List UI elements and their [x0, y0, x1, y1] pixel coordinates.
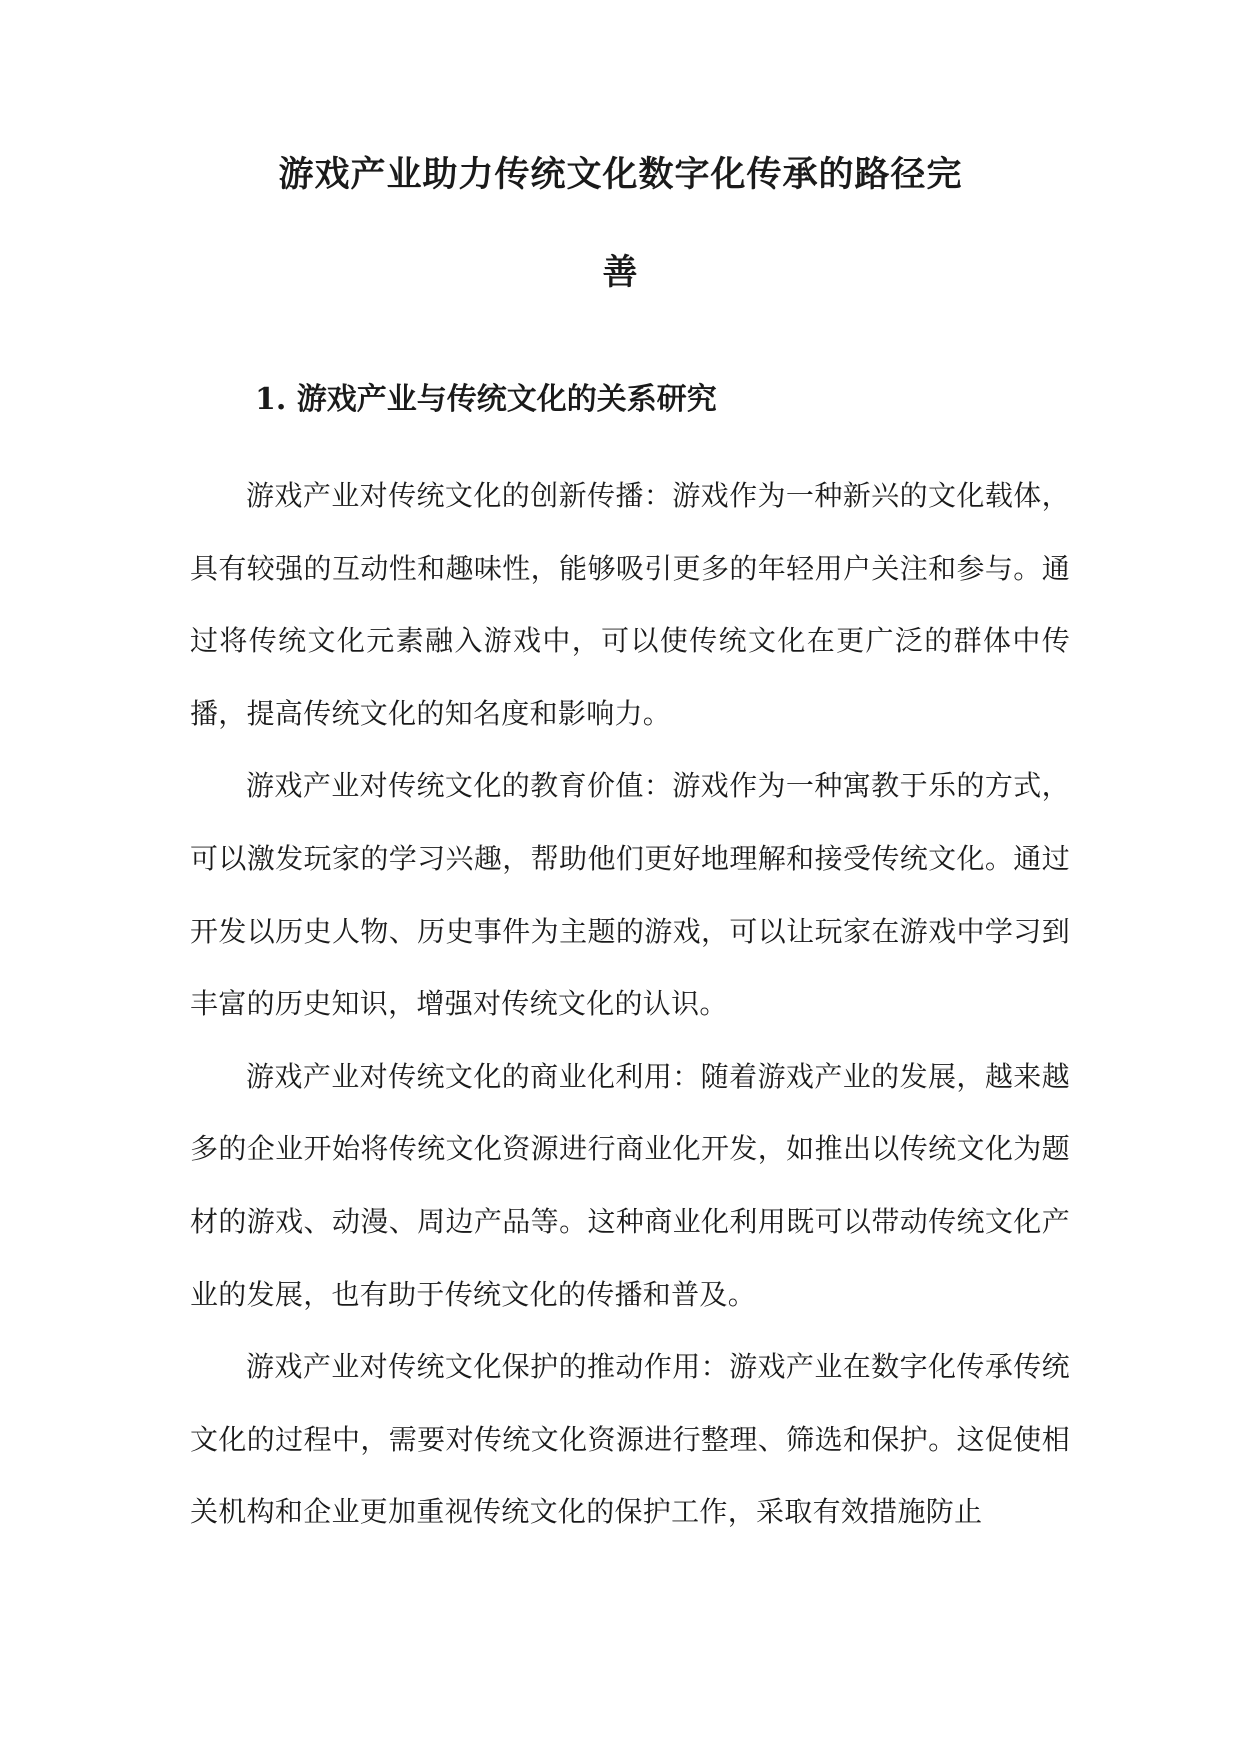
- body-text: [190, 460, 1070, 1549]
- paragraph-3: 游戏产业对传统文化的商业化利用：随着游戏产业的发展，越来越多的企业开始将传统文化资源进行商业化开发，如推出以传统文化为题材的游戏、动漫、周边产品等。这种商业化利用既可以带动传统文化产业的发展，也有助于传统文化的传播和普及。: [190, 1059, 1070, 1311]
- paragraph-1: 游戏产业对传统文化的创新传播：游戏作为一种新兴的文化载体，具有较强的互动性和趣味性，能够吸引更多的年轻用户关注和参与。通过将传统文化元素融入游戏中，可以使传统文化在更广泛的群体中传播，提高传统文化的知名度和影响力。: [190, 479, 1070, 730]
- paragraph-2: 游戏产业对传统文化的教育价值：游戏作为一种寓教于乐的方式，可以激发玩家的学习兴趣，帮助他们更好地理解和接受传统文化。通过开发以历史人物、历史事件为主题的游戏，可以让玩家在游戏中学习到丰富的历史知识，增强对传统文化的认识。: [190, 769, 1070, 1021]
- section-heading: 1. 游戏产业与传统文化的关系研究: [255, 382, 717, 417]
- paragraph-4: 游戏产业对传统文化保护的推动作用：游戏产业在数字化传承传统文化的过程中，需要对传统文化资源进行整理、筛选和保护。这促使相关机构和企业更加重视传统文化的保护工作，采取有效措施防止: [190, 1350, 1070, 1529]
- document-title-line-1: 游戏产业助力传统文化数字化传承的路径完: [278, 154, 963, 195]
- document-title-line-2: 善: [602, 252, 639, 293]
